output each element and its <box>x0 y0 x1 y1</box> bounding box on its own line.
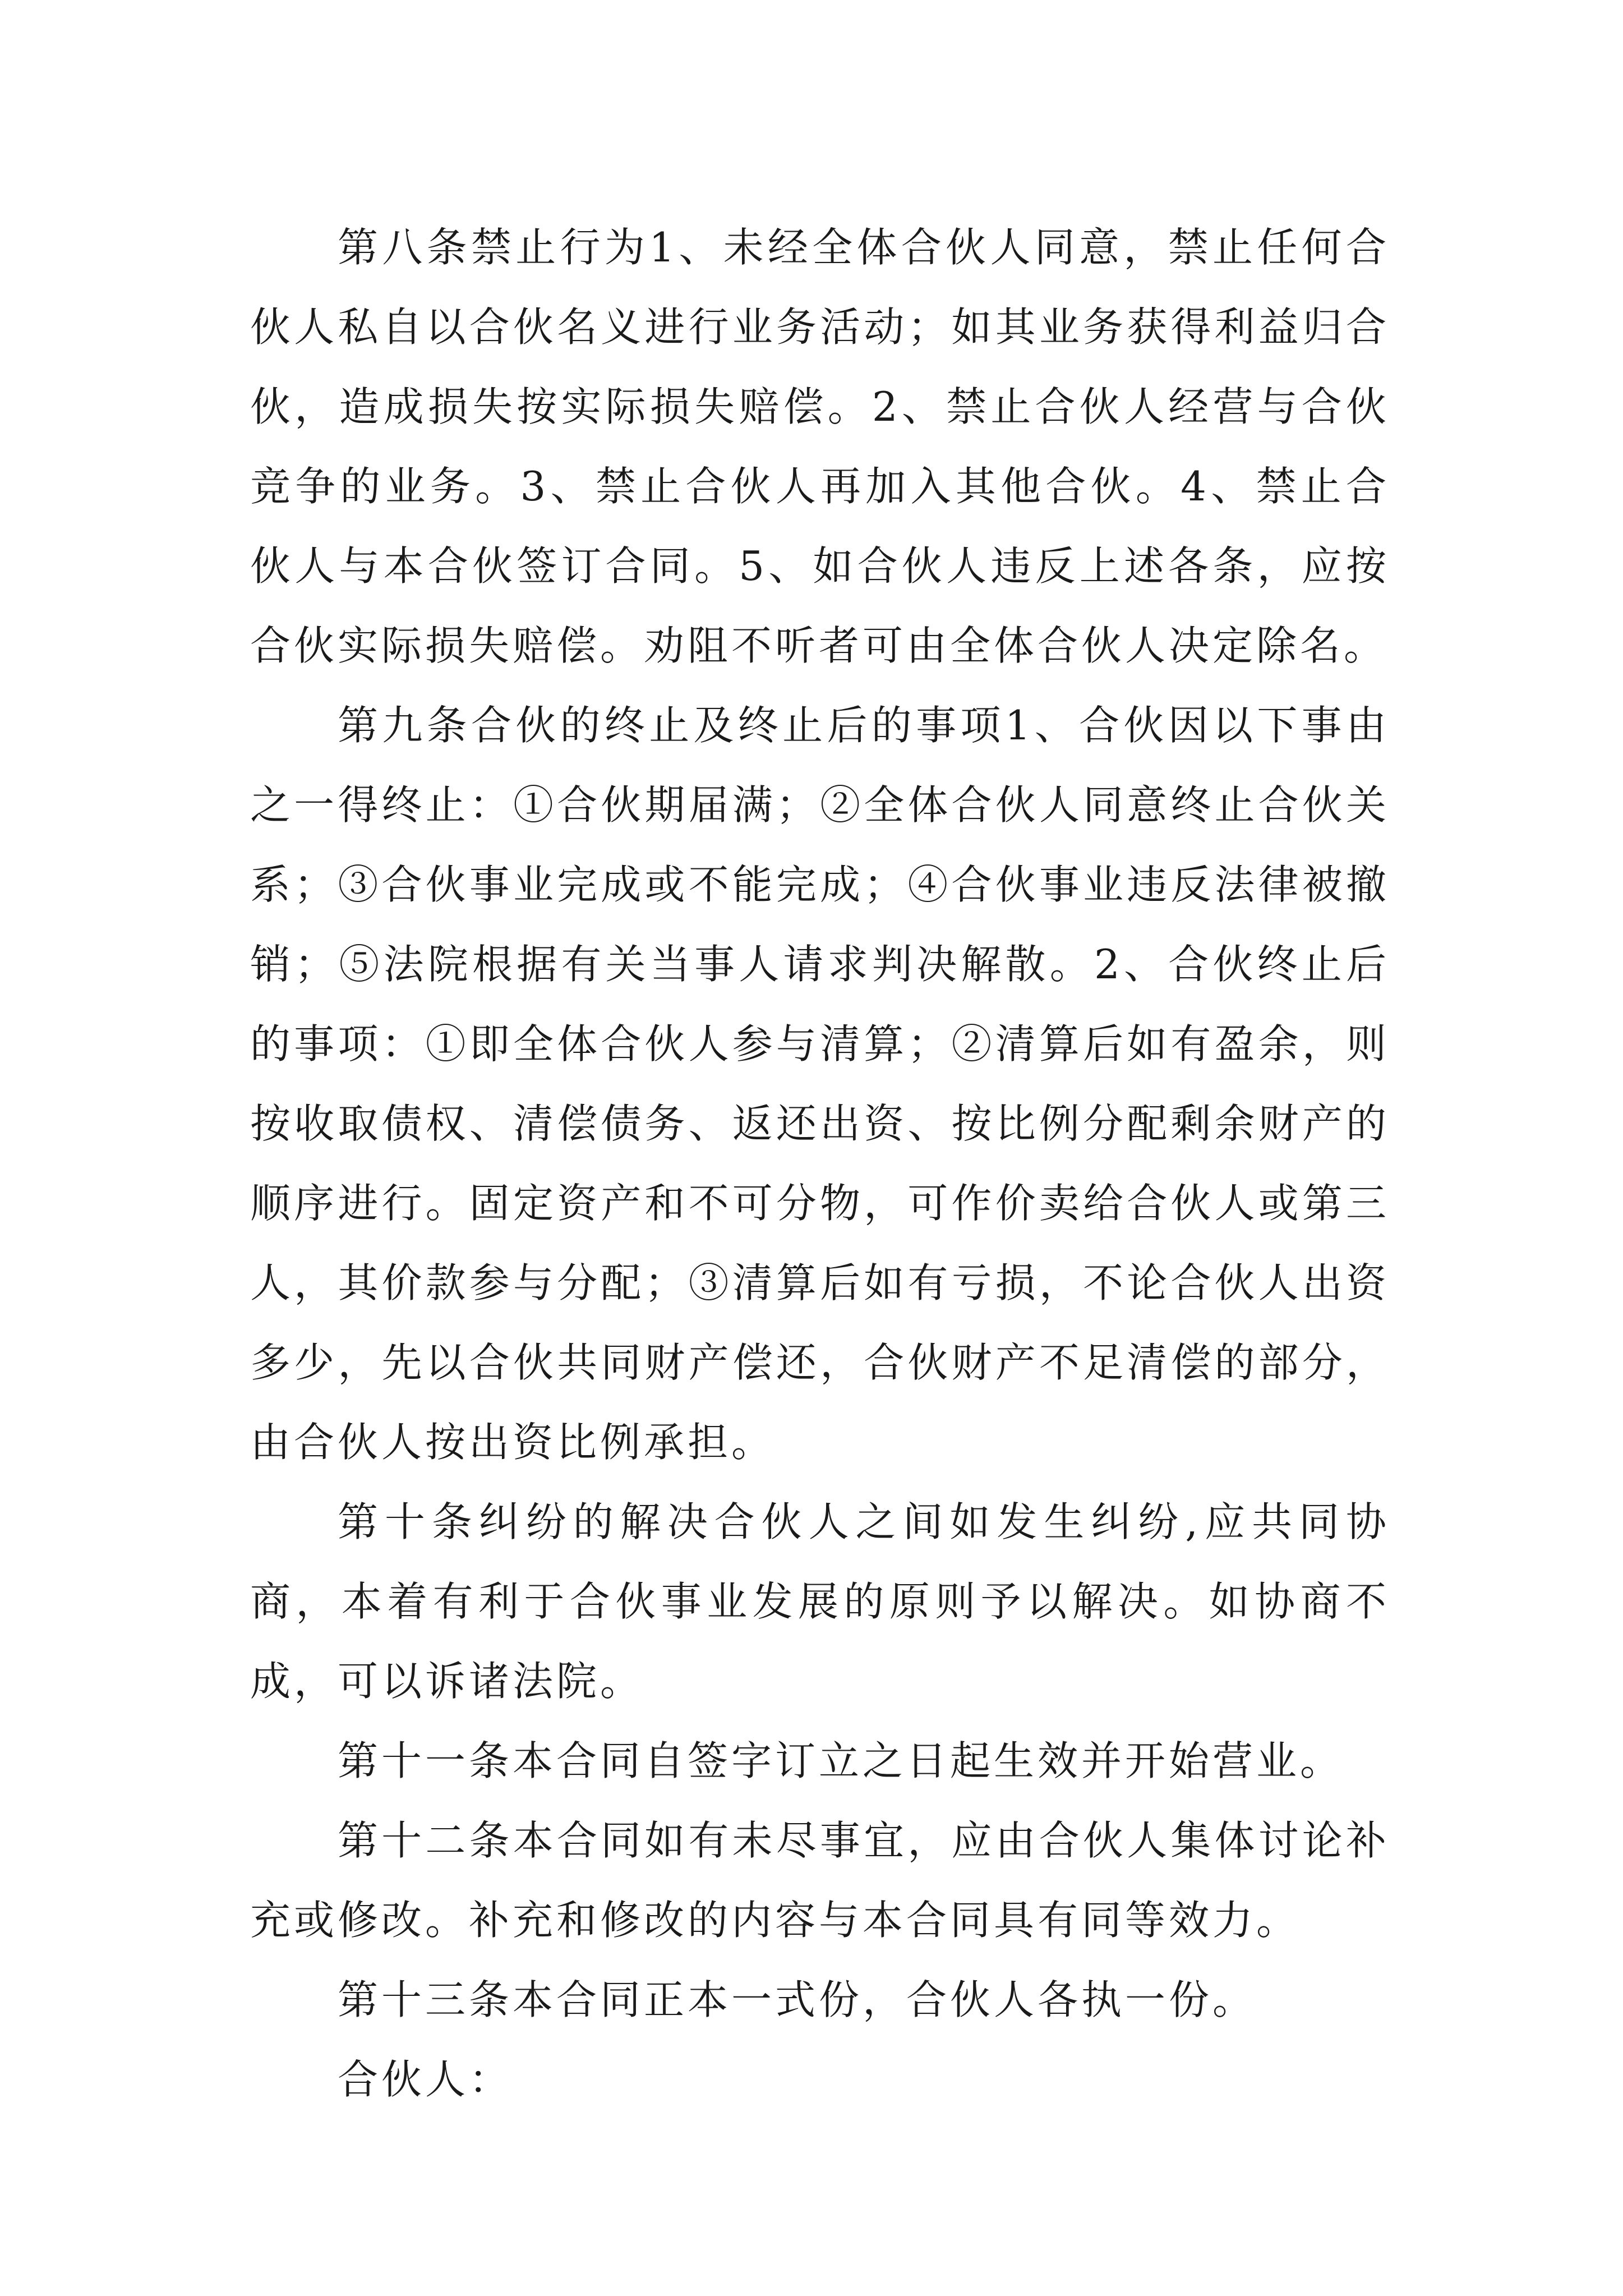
article-8-paragraph: 第八条禁止行为1、未经全体合伙人同意，禁止任何合伙人私自以合伙名义进行业务活动；如其业务获得利益归合伙，造成损失按实际损失赔偿。2、禁止合伙人经营与合伙竞争的业务。3、禁止合伙人再加入其他合伙。4、禁止合伙人与本合伙签订合同。5、如合伙人违反上述各条，应按合伙实际损失赔偿。劝阻不听者可由全体合伙人决定除名。 <box>250 224 1390 669</box>
article-12-paragraph: 第十二条本合同如有未尽事宜，应由合伙人集体讨论补充或修改。补充和修改的内容与本合同具有同等效力。 <box>250 1817 1390 1944</box>
article-9-paragraph: 第九条合伙的终止及终止后的事项1、合伙因以下事由之一得终止：①合伙期届满；②全体合伙人同意终止合伙关系；③合伙事业完成或不能完成；④合伙事业违反法律被撤销；⑤法院根据有关当事人请求判决解散。2、合伙终止后的事项：①即全体合伙人参与清算；②清算后如有盈余，则按收取债权、清偿债务、返还出资、按比例分配剩余财产的顺序进行。固定资产和不可分物，可作价卖给合伙人或第三人，其价款参与分配；③清算后如有亏损，不论合伙人出资多少，先以合伙共同财产偿还，合伙财产不足清偿的部分，由合伙人按出资比例承担。 <box>250 702 1390 1466</box>
document-body <box>250 208 1390 2119</box>
article-11-paragraph: 第十一条本合同自签字订立之日起生效并开始营业。 <box>338 1737 1344 1784</box>
partners-signature-label: 合伙人： <box>338 2056 513 2103</box>
article-13-paragraph: 第十三条本合同正本一式份，合伙人各执一份。 <box>338 1976 1257 2023</box>
article-10-paragraph: 第十条纠纷的解决合伙人之间如发生纠纷,应共同协商，本着有利于合伙事业发展的原则予以解决。如协商不成，可以诉诸法院。 <box>250 1498 1390 1705</box>
